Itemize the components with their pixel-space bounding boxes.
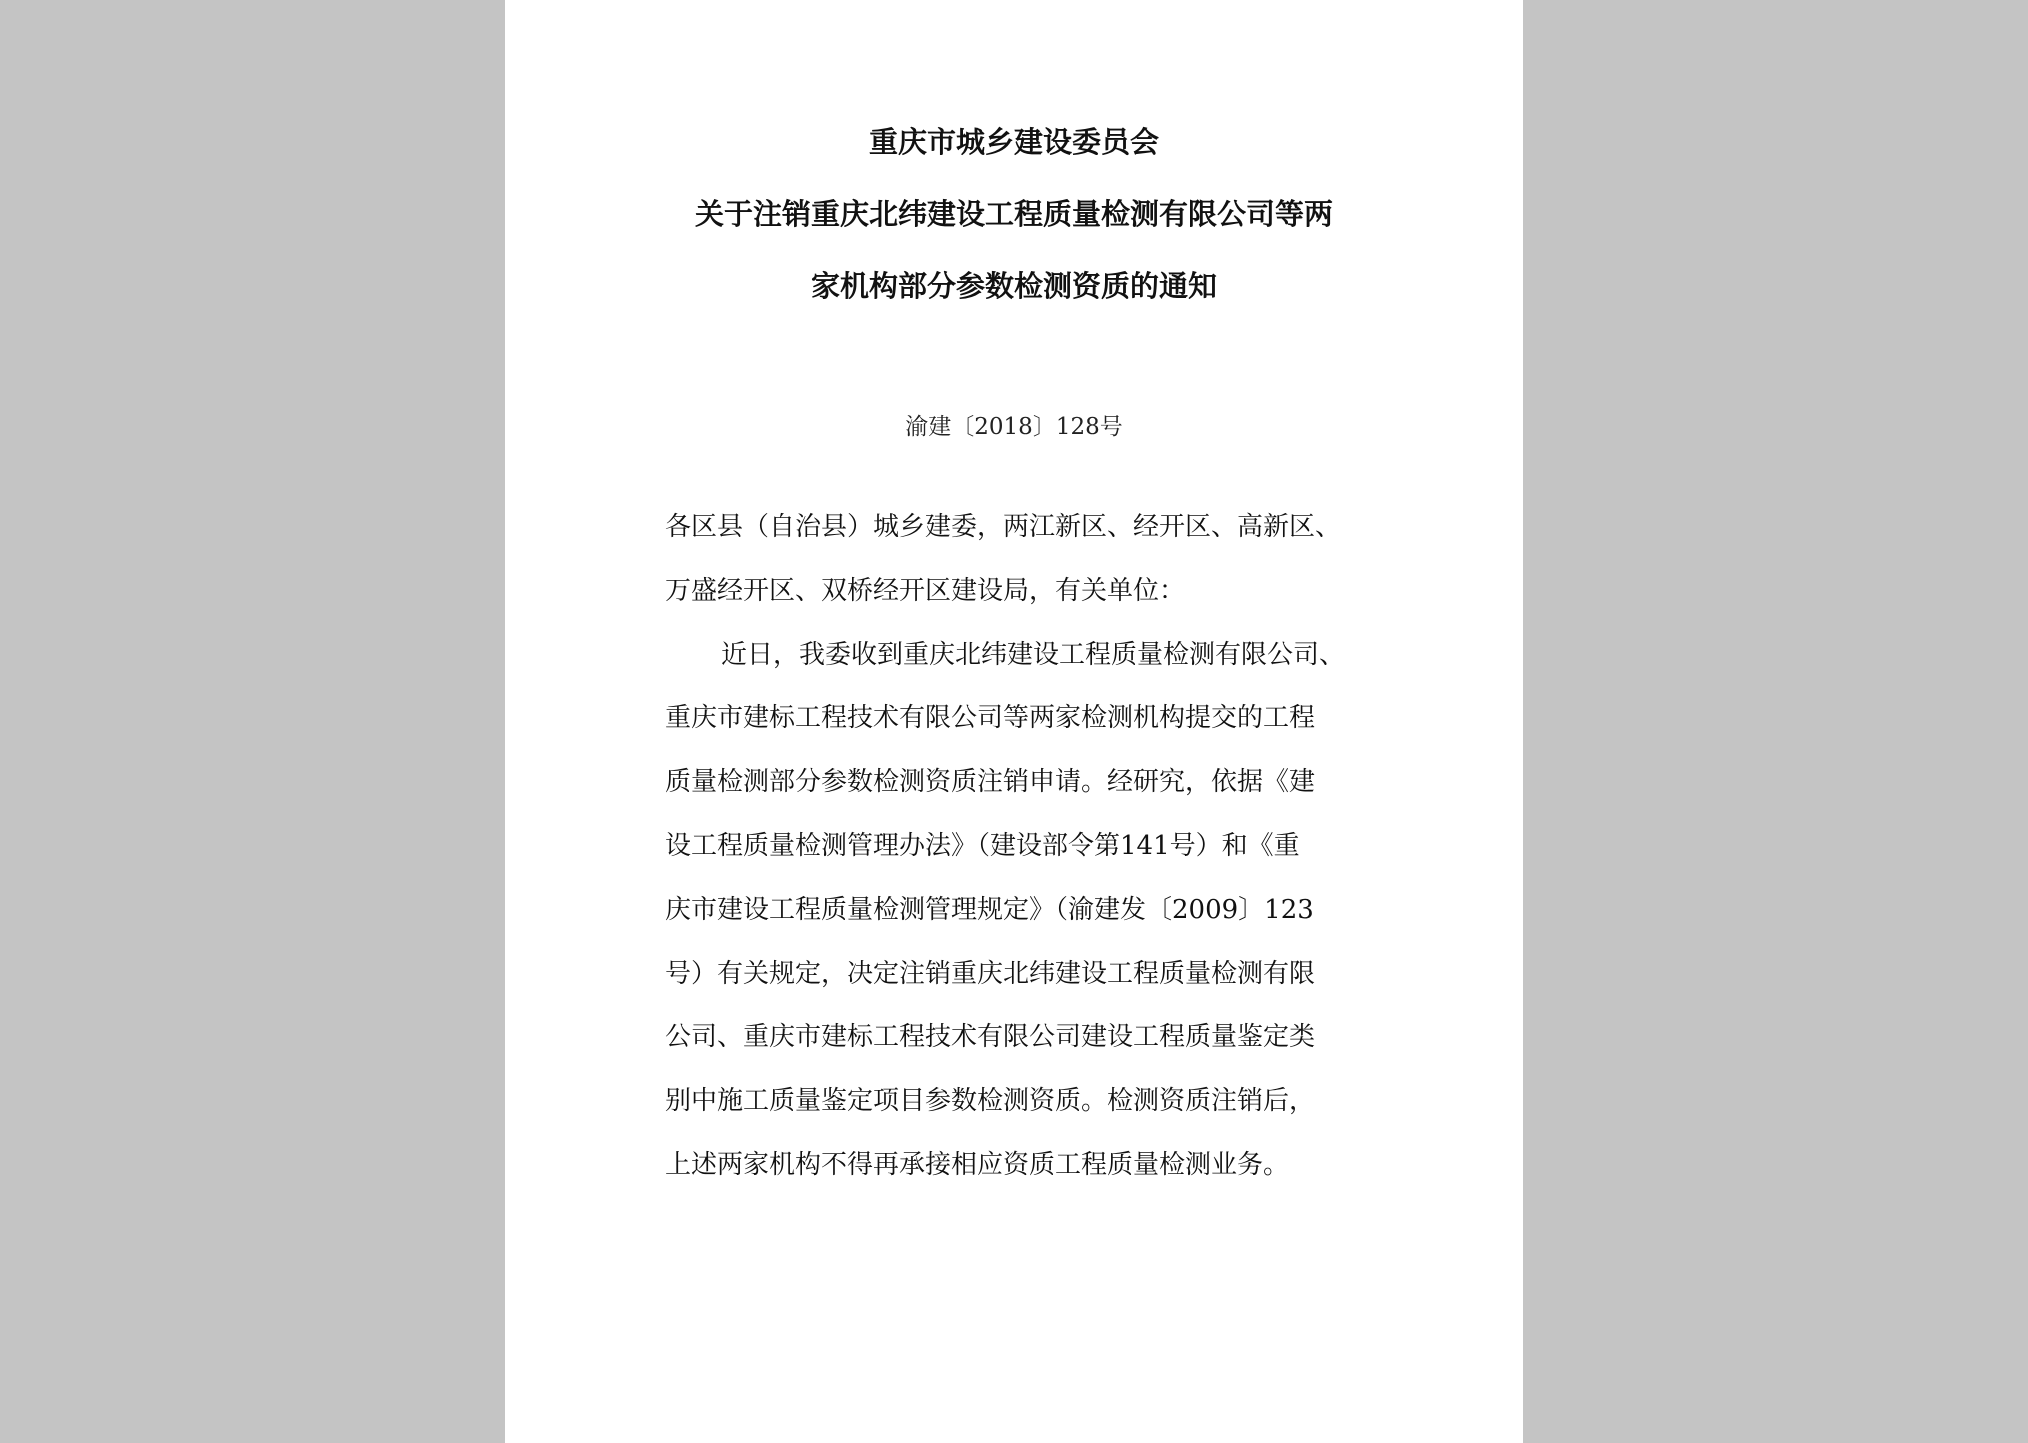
paragraph-line: 质量检测部分参数检测资质注销申请。经研究，依据《建 <box>665 767 1316 798</box>
addressee-line: 各区县（自治县）城乡建委，两江新区、经开区、高新区、 <box>665 512 1342 542</box>
paragraph-line: 重庆市建标工程技术有限公司等两家检测机构提交的工程 <box>665 703 1316 734</box>
paragraph-line: 公司、重庆市建标工程技术有限公司建设工程质量鉴定类 <box>665 1022 1316 1053</box>
document-body <box>665 505 1385 1207</box>
paragraph-line: 庆市建设工程质量检测管理规定》（渝建发〔2009〕123 <box>665 894 1314 925</box>
document-page <box>505 0 1523 1443</box>
title-line-subject: 关于注销重庆北纬建设工程质量检测有限公司等两 <box>694 197 1333 231</box>
paragraph-line: 号）有关规定，决定注销重庆北纬建设工程质量检测有限 <box>665 958 1316 989</box>
paragraph-line: 别中施工质量鉴定项目参数检测资质。检测资质注销后， <box>665 1086 1316 1117</box>
document-title <box>505 118 1523 334</box>
title-line-issuer: 重庆市城乡建设委员会 <box>868 125 1159 159</box>
addressee-line: 万盛经开区、双桥经开区建设局，有关单位： <box>665 575 1186 606</box>
paragraph-line: 近日，我委收到重庆北纬建设工程质量检测有限公司、 <box>721 639 1346 670</box>
paragraph-line: 上述两家机构不得再承接相应资质工程质量检测业务。 <box>665 1149 1290 1180</box>
paragraph-line: 设工程质量检测管理办法》（建设部令第141号）和《重 <box>665 830 1300 861</box>
document-number: 渝建〔2018〕128号 <box>905 414 1123 440</box>
title-line-subject-cont: 家机构部分参数检测资质的通知 <box>810 269 1217 303</box>
